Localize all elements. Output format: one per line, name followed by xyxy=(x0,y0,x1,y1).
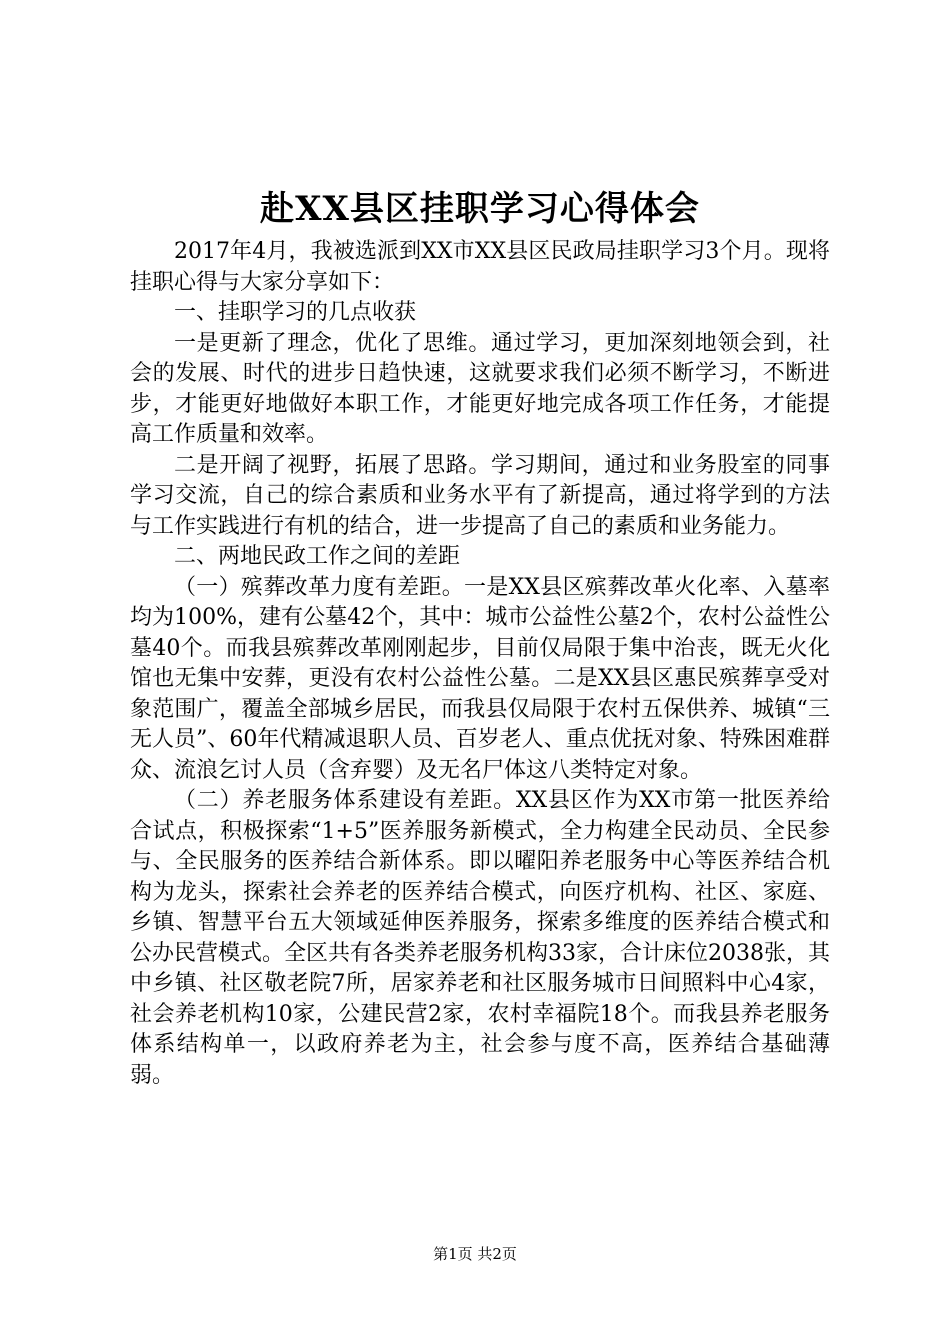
section-heading-gaps: 二、两地民政工作之间的差距 xyxy=(174,544,461,569)
paragraph-gain-two: 二是开阔了视野，拓展了思路。学习期间，通过和业务股室的同事学习交流，自己的综合素质和业务水平有了新提高，通过将学到的方法与工作实践进行有机的结合，进一步提高了自己的素质和业务能力。 xyxy=(130,452,830,539)
page-footer: 第1页 共2页 xyxy=(433,1245,517,1263)
paragraph-funeral-reform: （一）殡葬改革力度有差距。一是XX县区殡葬改革火化率、入墓率均为100%，建有公墓42个，其中：城市公益性公墓2个，农村公益性公墓40个。而我县殡葬改革刚刚起步，目前仅局限于集中治丧，既无火化馆也无集中安葬，更没有农村公益性公墓。二是XX县区惠民殡葬享受对象范围广，覆盖全部城乡居民，而我县仅局限于农村五保供养、城镇“三无人员”、60年代精减退职人员、百岁老人、重点优抚对象、特殊困难群众、流浪乞讨人员（含弃婴）及无名尸体这八类特定对象。 xyxy=(130,574,830,783)
section-heading-gains: 一、挂职学习的几点收获 xyxy=(174,300,417,325)
document-title: 赴XX县区挂职学习心得体会 xyxy=(260,189,700,229)
document-page xyxy=(130,185,830,1091)
paragraph-elderly-care: （二）养老服务体系建设有差距。XX县区作为XX市第一批医养给合试点，积极探索“1+5”医养服务新模式，全力构建全民动员、全民参与、全民服务的医养结合新体系。即以曜阳养老服务中心等医养结合机构为龙头，探索社会养老的医养结合模式，向医疗机构、社区、家庭、乡镇、智慧平台五大领域延伸医养服务，探索多维度的医养结合模式和公办民营模式。全区共有各类养老服务机构33家，合计床位2038张，其中乡镇、社区敬老院7所，居家养老和社区服务城市日间照料中心4家，社会养老机构10家，公建民营2家，农村幸福院18个。而我县养老服务体系结构单一，以政府养老为主，社会参与度不高，医养结合基础薄弱。 xyxy=(130,788,830,1088)
intro-paragraph: 2017年4月，我被选派到XX市XX县区民政局挂职学习3个月。现将挂职心得与大家分享如下： xyxy=(130,239,830,295)
paragraph-gain-one: 一是更新了理念，优化了思维。通过学习，更加深刻地领会到，社会的发展、时代的进步日趋快速，这就要求我们必须不断学习，不断进步，才能更好地做好本职工作，才能更好地完成各项工作任务，才能提高工作质量和效率。 xyxy=(130,330,830,447)
